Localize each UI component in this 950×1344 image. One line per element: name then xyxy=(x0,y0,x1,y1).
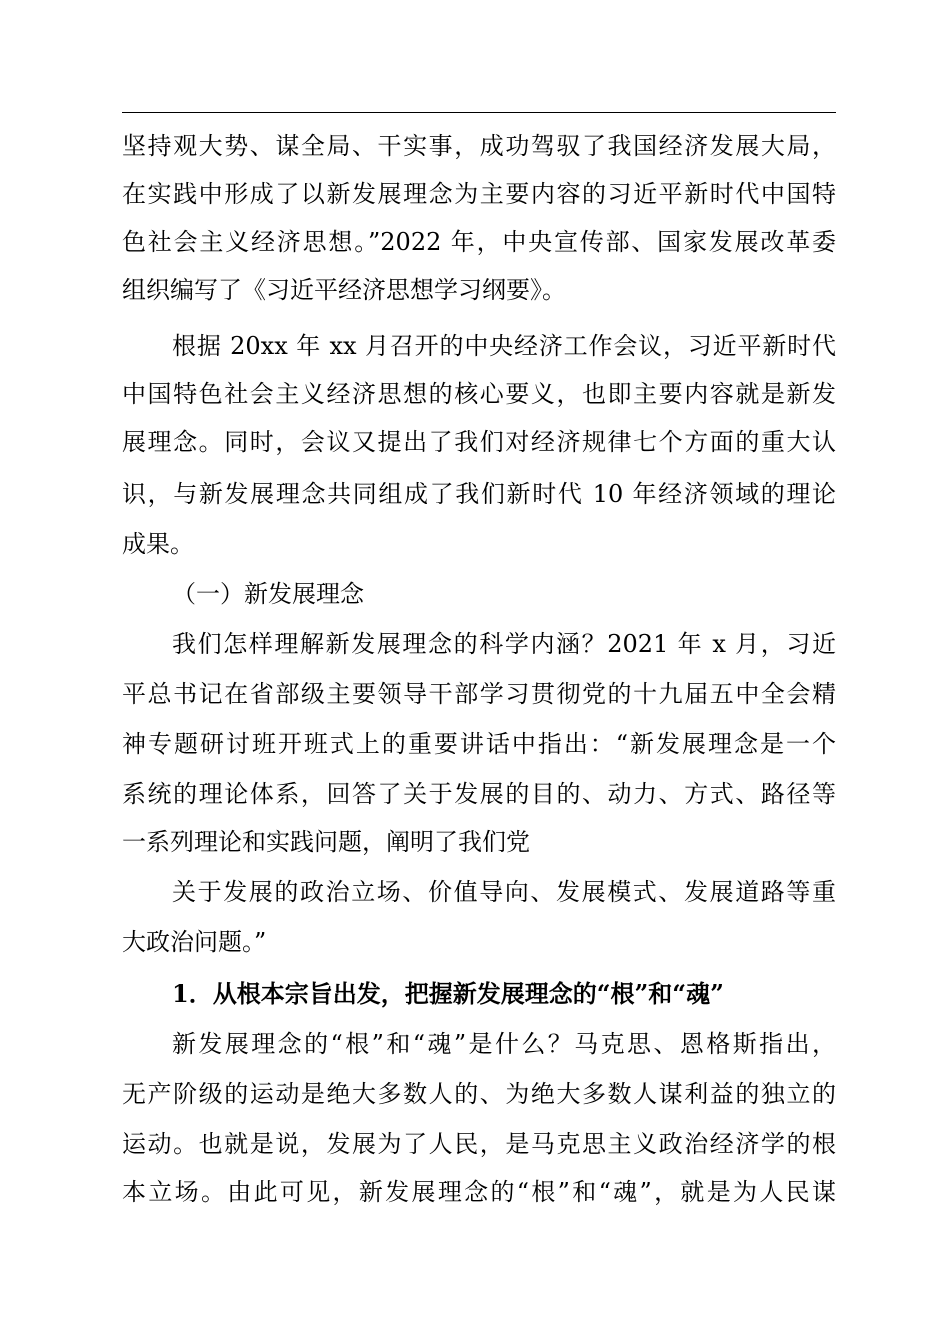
text-line: 一系列理论和实践问题，阐明了我们党 xyxy=(122,828,530,856)
text-line: 展理念。同时，会议又提出了我们对经济规律七个方面的重大认 xyxy=(122,428,836,456)
text-line: 在实践中形成了以新发展理念为主要内容的习近平新时代中国特 xyxy=(122,180,836,208)
text-line: 大政治问题。” xyxy=(122,928,267,956)
text-line: 无产阶级的运动是绝大多数人的、为绝大多数人谋利益的独立的 xyxy=(122,1080,836,1108)
text-line: 色社会主义经济思想。”2022 年，中央宣传部、国家发展改革委 xyxy=(122,228,836,256)
text-line: 成果。 xyxy=(122,530,194,558)
text-line: 根据 20xx 年 xx 月召开的中央经济工作会议，习近平新时代 xyxy=(172,332,836,360)
text-line: 中国特色社会主义经济思想的核心要义，也即主要内容就是新发 xyxy=(122,380,836,408)
text-line: 我们怎样理解新发展理念的科学内涵？2021 年 x 月，习近 xyxy=(172,630,836,658)
text-line: 系统的理论体系，回答了关于发展的目的、动力、方式、路径等 xyxy=(122,780,836,808)
text-line: 关于发展的政治立场、价值导向、发展模式、发展道路等重 xyxy=(172,878,836,906)
subsection-heading: 1．从根本宗旨出发，把握新发展理念的“根”和“魂” xyxy=(172,979,724,1008)
text-line: 识，与新发展理念共同组成了我们新时代 10 年经济领域的理论 xyxy=(122,480,836,508)
section-heading: （一）新发展理念 xyxy=(172,580,364,608)
text-line: 坚持观大势、谋全局、干实事，成功驾驭了我国经济发展大局， xyxy=(122,132,836,160)
text-line: 运动。也就是说，发展为了人民，是马克思主义政治经济学的根 xyxy=(122,1130,836,1158)
text-line: 神专题研讨班开班式上的重要讲话中指出：“新发展理念是一个 xyxy=(122,730,836,758)
text-line: 本立场。由此可见，新发展理念的“根”和“魂”，就是为人民谋 xyxy=(122,1178,836,1206)
text-line: 新发展理念的“根”和“魂”是什么？马克思、恩格斯指出， xyxy=(172,1030,836,1058)
header-rule xyxy=(122,112,836,113)
text-line: 组织编写了《习近平经济思想学习纲要》。 xyxy=(122,276,566,304)
text-line: 平总书记在省部级主要领导干部学习贯彻党的十九届五中全会精 xyxy=(122,680,836,708)
